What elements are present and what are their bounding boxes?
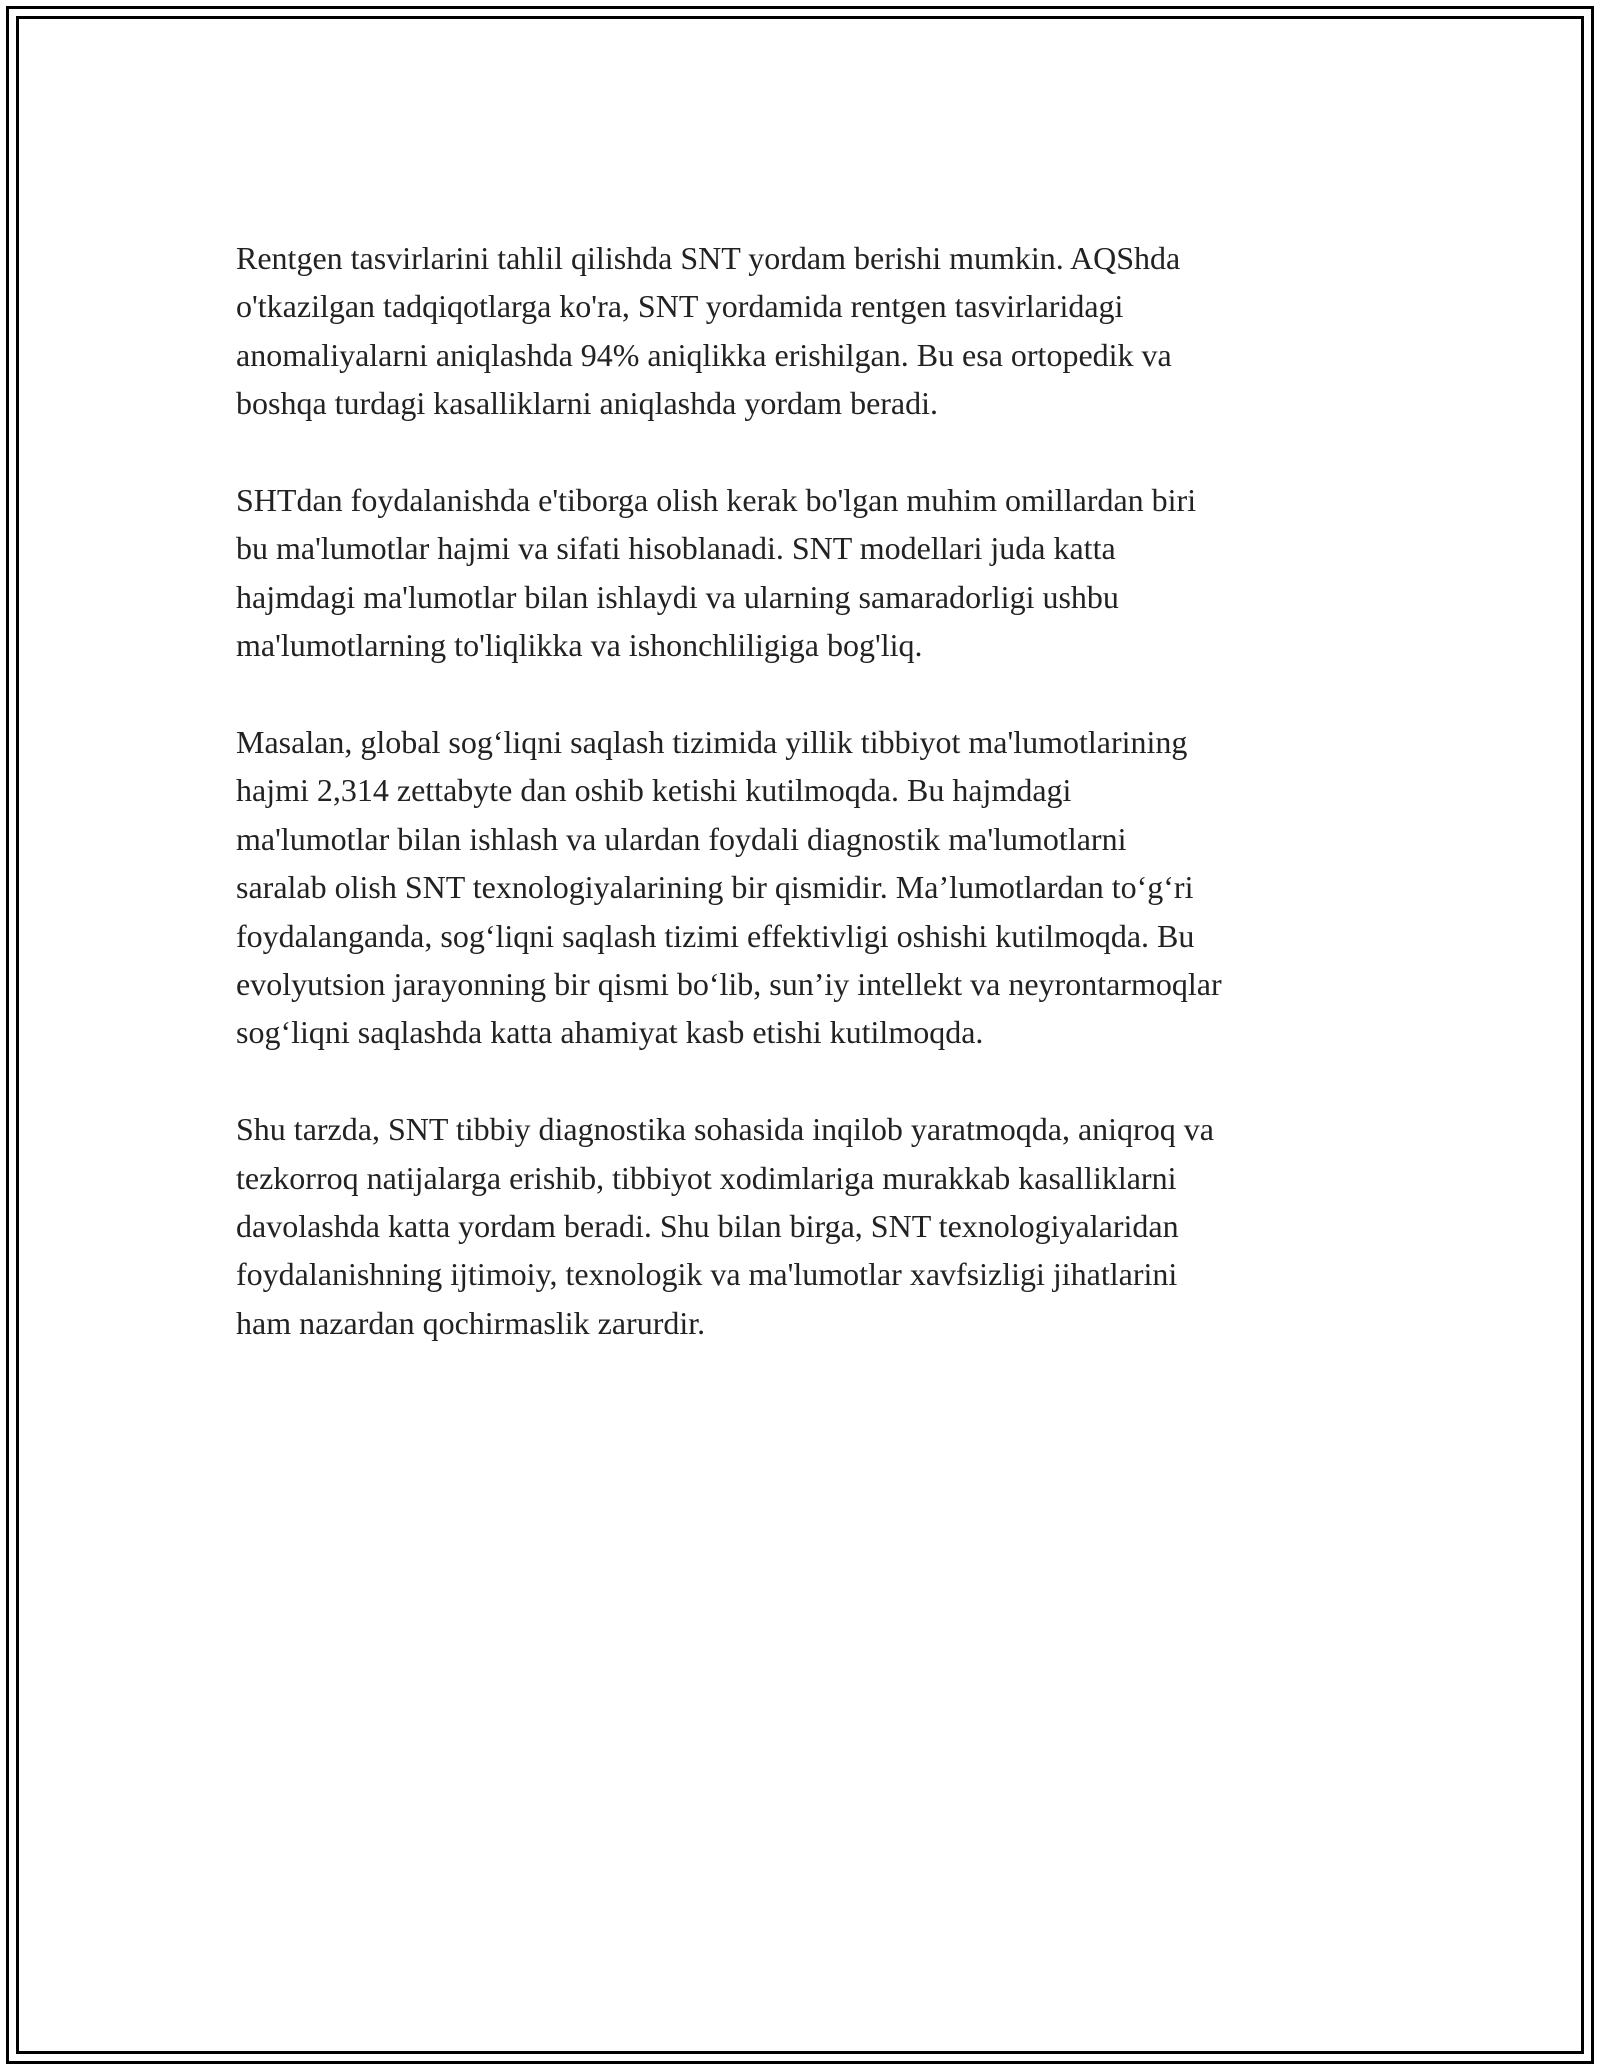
text-line: ma'lumotlar bilan ishlash va ulardan foydali diagnostik ma'lumotlarni (236, 820, 1127, 857)
paragraph-conclusion (236, 1105, 1376, 1347)
text-line: foydalanishning ijtimoiy, texnologik va ma'lumotlar xavfsizligi jihatlarini (236, 1256, 1178, 1293)
paragraph-data-volume-quality (236, 476, 1376, 670)
paragraph-xray-analysis (236, 234, 1376, 428)
text-line: hajmdagi ma'lumotlar bilan ishlaydi va ularning samaradorligi ushbu (236, 578, 1119, 615)
text-line: ma'lumotlarning to'liqlikka va ishonchliligiga bog'liq. (236, 627, 923, 664)
text-line: Shu tarzda, SNT tibbiy diagnostika sohasida inqilob yaratmoqda, aniqroq va (236, 1111, 1214, 1148)
text-line: boshqa turdagi kasalliklarni aniqlashda yordam beradi. (236, 385, 939, 422)
text-line: davolashda katta yordam beradi. Shu bilan birga, SNT texnologiyalaridan (236, 1208, 1179, 1245)
paragraph-global-healthcare-data (236, 718, 1376, 1057)
document-body (236, 234, 1376, 1396)
text-line: ham nazardan qochirmaslik zarurdir. (236, 1304, 706, 1341)
text-line: foydalanganda, sog‘liqni saqlash tizimi effektivligi oshishi kutilmoqda. Bu (236, 917, 1195, 954)
text-line: tezkorroq natijalarga erishib, tibbiyot xodimlariga murakkab kasalliklarni (236, 1159, 1177, 1196)
text-line: sog‘liqni saqlashda katta ahamiyat kasb etishi kutilmoqda. (236, 1014, 984, 1051)
text-line: hajmi 2,314 zettabyte dan oshib ketishi kutilmoqda. Bu hajmdagi (236, 772, 1072, 809)
text-line: saralab olish SNT texnologiyalarining bir qismidir. Ma’lumotlardan to‘g‘ri (236, 869, 1194, 906)
text-line: Masalan, global sog‘liqni saqlash tizimida yillik tibbiyot ma'lumotlarining (236, 724, 1188, 761)
text-line: o'tkazilgan tadqiqotlarga ko'ra, SNT yordamida rentgen tasvirlaridagi (236, 288, 1124, 325)
text-line: Rentgen tasvirlarini tahlil qilishda SNT yordam berishi mumkin. AQShda (236, 240, 1181, 276)
text-line: SHTdan foydalanishda e'tiborga olish kerak bo'lgan muhim omillardan biri (236, 482, 1197, 519)
text-line: evolyutsion jarayonning bir qismi bo‘lib, sun’iy intellekt va neyrontarmoqlar (236, 966, 1222, 1003)
text-line: bu ma'lumotlar hajmi va sifati hisoblanadi. SNT modellari juda katta (236, 530, 1116, 567)
text-line: anomaliyalarni aniqlashda 94% aniqlikka erishilgan. Bu esa ortopedik va (236, 336, 1172, 373)
